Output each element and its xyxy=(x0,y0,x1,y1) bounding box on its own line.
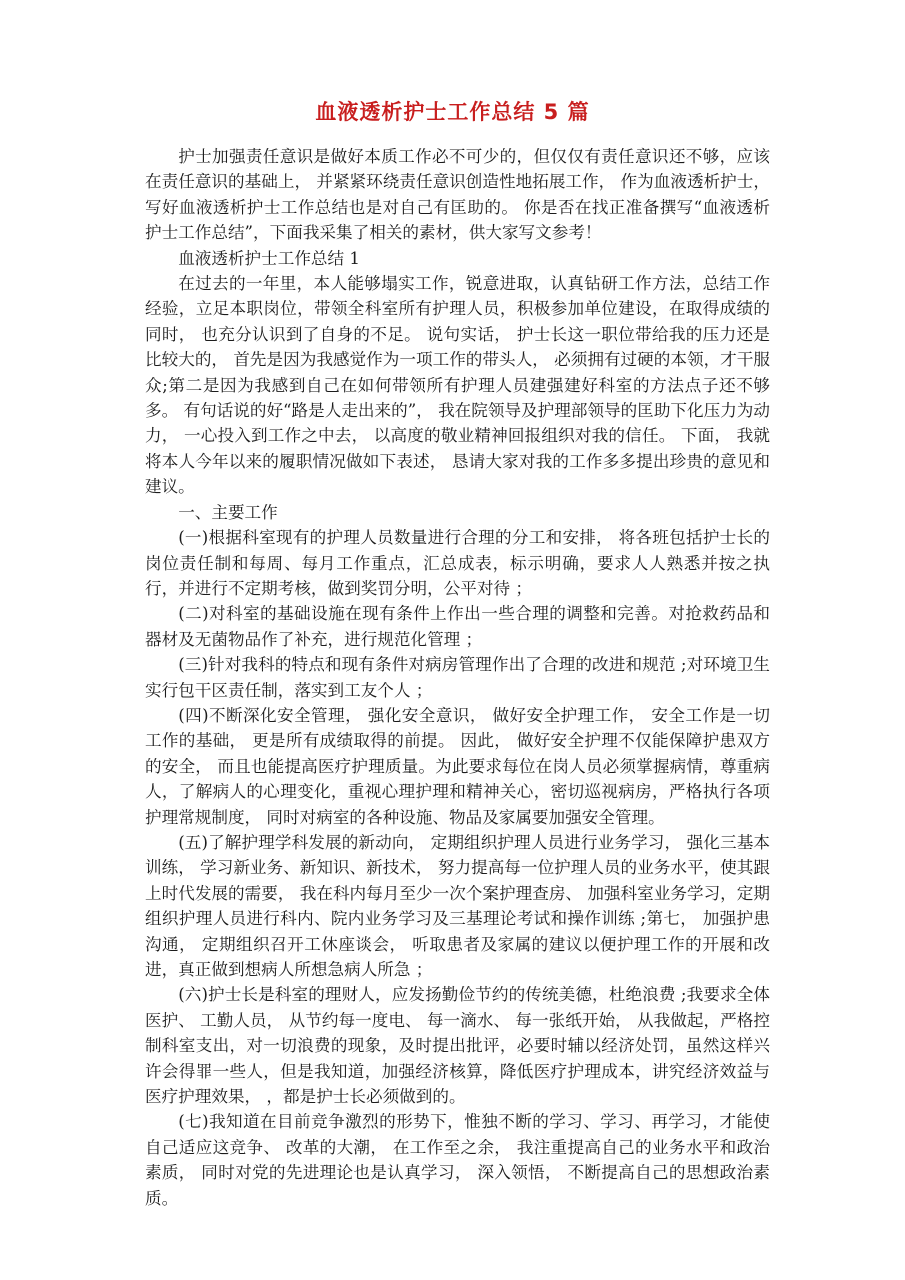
paragraph-1: 在过去的一年里，本人能够塌实工作，锐意进取，认真钻研工作方法，总结工作经验，立足本职岗位，带领全科室所有护理人员，积极参加单位建设，在取得成绩的同时， 也充分认识到了自身的不足。 说句实话， 护士长这一职位带给我的压力还是比较大的， 首先是因为我感觉作为一项工作的带头人， 必须拥有过硬的本领，才干服众;第二是因为我感到自己在如何带领所有护理人员建强建好科室的方法点子还不够多。 有句话说的好“路是人走出来的”， 我在院领导及护理部领导的匡助下化压力为动力， 一心投入到工作之中去， 以高度的敬业精神回报组织对我的信任。 下面， 我就将本人今年以来的履职情况做如下表述， 恳请大家对我的工作多多提出珍贵的意见和建议。 xyxy=(145,274,770,497)
work-item-4: (四)不断深化安全管理， 强化安全意识， 做好安全护理工作， 安全工作是一切工作的基础， 更是所有成绩取得的前提。 因此， 做好安全护理不仅能保障护患双方的安全， 而且也能提高医疗护理质量。为此要求每位在岗人员必须掌握病情，尊重病人，了解病人的心理变化，重视心理护理和精神关心，密切巡视病房，严格执行各项护理常规制度， 同时对病室的各种设施、物品及家属要加强安全管理。 xyxy=(145,705,770,827)
main-work-heading: 一、主要工作 xyxy=(178,502,278,522)
work-item-2: (二)对科室的基础设施在现有条件上作出一些合理的调整和完善。对抢救药品和器材及无菌物品作了补充，进行规范化管理 ； xyxy=(145,604,770,649)
section-title: 血液透析护士工作总结 1 xyxy=(178,248,360,268)
work-item-7: (七)我知道在目前竞争激烈的形势下，惟独不断的学习、学习、再学习，才能使自己适应这竞争、 改革的大潮， 在工作至之余， 我注重提高自己的业务水平和政治素质， 同时对党的先进理论也是认真学习， 深入领悟， 不断提高自己的思想政治素质。 xyxy=(145,1112,770,1208)
document-title: 血液透析护士工作总结 5 篇 xyxy=(315,100,590,124)
work-item-5: (五)了解护理学科发展的新动向， 定期组织护理人员进行业务学习， 强化三基本训练， 学习新业务、新知识、新技术， 努力提高每一位护理人员的业务水平，使其跟上时代发展的需要， 我在科内每月至少一次个案护理查房、 加强科室业务学习，定期组织护理人员进行科内、院内业务学习及三基理论考试和操作训练 ;第七， 加强护患沟通， 定期组织召开工休座谈会， 听取患者及家属的建议以便护理工作的开展和改进，真正做到想病人所想急病人所急 ； xyxy=(145,832,770,979)
intro-paragraph: 护士加强责任意识是做好本质工作必不可少的，但仅仅有责任意识还不够，应该在责任意识的基础上， 并紧紧环绕责任意识创造性地拓展工作， 作为血液透析护士， 写好血液透析护士工作总结也是对自己有匡助的。 你是否在找正准备撰写“血液透析护士工作总结”，下面我采集了相关的素材，供大家写文参考！ xyxy=(145,147,770,243)
work-item-3: (三)针对我科的特点和现有条件对病房管理作出了合理的改进和规范 ;对环境卫生实行包干区责任制，落实到工友个人 ； xyxy=(145,655,770,700)
document-body xyxy=(145,144,770,1211)
work-item-6: (六)护士长是科室的理财人，应发扬勤俭节约的传统美德，杜绝浪费 ;我要求全体医护、 工勤人员， 从节约每一度电、 每一滴水、 每一张纸开始， 从我做起，严格控制科室支出，对一切浪费的现象，及时提出批评，必要时辅以经济处罚，虽然这样兴许会得罪一些人，但是我知道，加强经济核算，降低医疗护理成本，讲究经济效益与医疗护理效果， ，都是护士长必须做到的。 xyxy=(145,985,770,1107)
work-item-1: (一)根据科室现有的护理人员数量进行合理的分工和安排， 将各班包括护士长的岗位责任制和每周、每月工作重点，汇总成表，标示明确，要求人人熟悉并按之执行，并进行不定期考核，做到奖罚分明，公平对待 ； xyxy=(145,528,770,598)
